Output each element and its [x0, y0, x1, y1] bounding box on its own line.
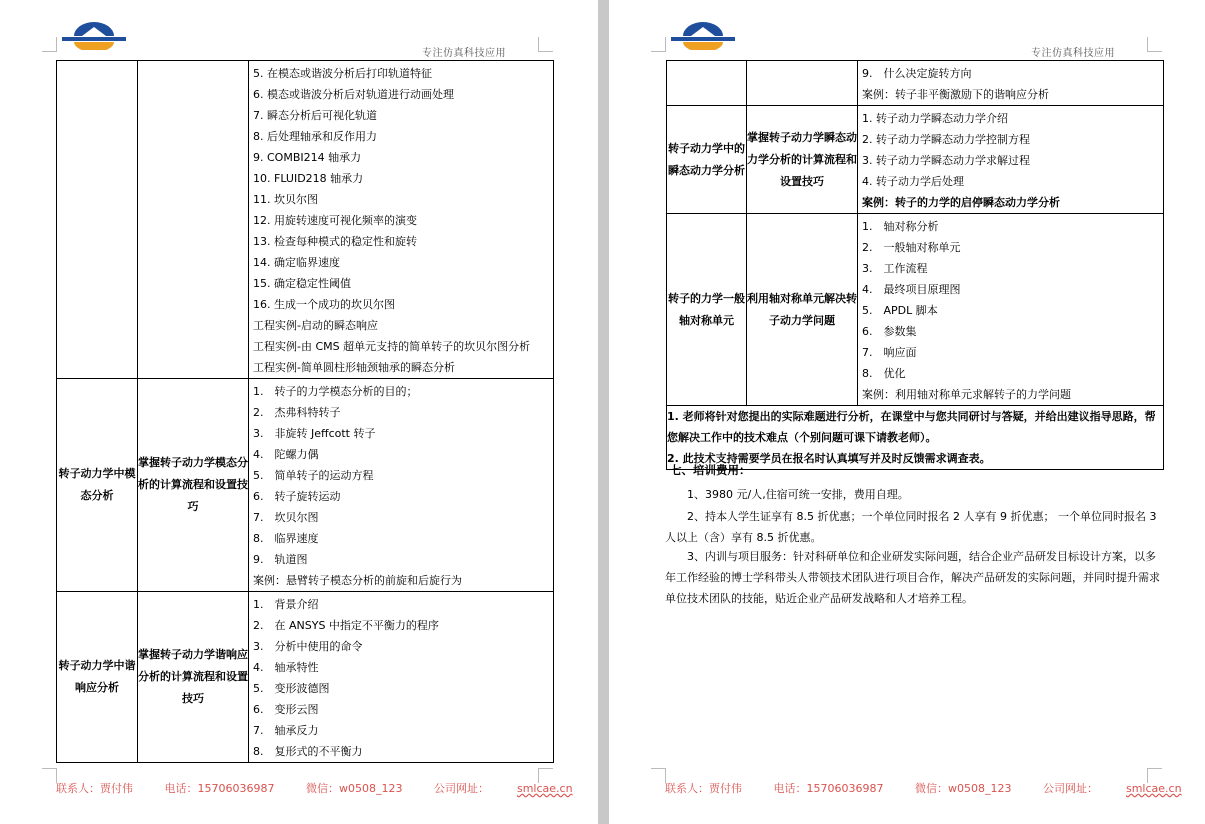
- table-row: [57, 61, 554, 379]
- list-item: 4. 最终项目原理图: [862, 283, 961, 296]
- section-title-fees: 七、培训费用：: [670, 463, 751, 477]
- page-right: [609, 0, 1205, 824]
- list-item: 5. 在模态或谐波分析后打印轨道特征: [253, 67, 432, 80]
- list-item: 1. 转子动力学瞬态动力学介绍: [862, 112, 1008, 125]
- list-item: 8. 临界速度: [253, 532, 319, 545]
- goal-cell: [747, 61, 858, 106]
- content-cell: [249, 592, 554, 763]
- list-item: 7. 坎贝尔图: [253, 511, 319, 524]
- list-item: 3. 工作流程: [862, 262, 928, 275]
- topic-cell: [57, 61, 138, 379]
- note-2: 2. 此技术支持需要学员在报名时认真填写并及时反馈需求调查表。: [667, 452, 991, 465]
- list-item: 7. 响应面: [862, 346, 917, 359]
- list-item: 8. 优化: [862, 367, 906, 380]
- table-row: [667, 214, 1164, 406]
- list-item: 7. 轴承反力: [253, 724, 319, 737]
- header-slogan: 专注仿真科技应用: [422, 48, 506, 59]
- list-item: 案例：转子非平衡激励下的谐响应分析: [862, 88, 1049, 101]
- content-cell: [858, 61, 1164, 106]
- list-item: 5. 变形波德图: [253, 682, 330, 695]
- footer-website-label: 公司网址：: [1042, 782, 1098, 795]
- item-list: [249, 61, 553, 378]
- list-item: 8. 后处理轴承和反作用力: [253, 130, 377, 143]
- content-cell: [858, 214, 1164, 406]
- item-list: [858, 106, 1163, 213]
- list-item: 15. 确定稳定性阈值: [253, 277, 351, 290]
- list-item: 案例：利用轴对称单元求解转子的力学问题: [862, 388, 1071, 401]
- list-item: 1. 背景介绍: [253, 598, 319, 611]
- list-item: 9. 什么决定旋转方向: [862, 67, 972, 80]
- footer-website-link[interactable]: smlcae.cn: [516, 782, 573, 795]
- list-item: 10. FLUID218 轴承力: [253, 172, 364, 185]
- footer-website-link[interactable]: smlcae.cn: [1125, 782, 1182, 795]
- content-cell: [249, 379, 554, 592]
- fee-paragraph: 3、内训与项目服务：针对科研单位和企业研发实际问题，结合企业产品研发目标设计方案，以多年工作经验的博士学科带头人带领技术团队进行项目合作，解决产品研发的实际问题，并同时提升需求单位技术团队的技能，贴近企业产品研发战略和人才培养工程。: [665, 550, 1160, 605]
- margin-corner: [651, 37, 666, 52]
- goal-cell: [138, 61, 249, 379]
- table-row: [57, 592, 554, 763]
- page-left: [0, 0, 598, 824]
- list-item: 8. 复形式的不平衡力: [253, 745, 363, 758]
- margin-corner: [42, 37, 57, 52]
- list-item: 工程实例-简单圆柱形轴颈轴承的瞬态分析: [253, 361, 455, 374]
- topic-cell: [667, 61, 747, 106]
- list-item: 9. COMBI214 轴承力: [253, 151, 362, 164]
- list-item: 3. 转子动力学瞬态动力学求解过程: [862, 154, 1030, 167]
- course-table: [56, 60, 554, 763]
- note-1: 1. 老师将针对您提出的实际难题进行分析，在课堂中与您共同研讨与答疑，并给出建议指导思路，帮您解决工作中的技术难点（个别问题可课下请教老师）。: [667, 410, 1156, 444]
- list-item: 4. 轴承特性: [253, 661, 319, 674]
- course-table: [666, 60, 1164, 470]
- topic-cell: 转子动力学中谐响应分析: [57, 592, 138, 763]
- header-slogan: 专注仿真科技应用: [1031, 48, 1115, 59]
- list-item: 2. 杰弗科特转子: [253, 406, 341, 419]
- list-item: 6. 模态或谐波分析后对轨道进行动画处理: [253, 88, 454, 101]
- content-cell: [249, 61, 554, 379]
- item-list: [858, 61, 1163, 105]
- topic-cell: 转子动力学中模态分析: [57, 379, 138, 592]
- footer-phone: 电话：15706036987: [773, 782, 884, 795]
- fee-paragraph: 1、3980 元/人,住宿可统一安排，费用自理。: [687, 488, 909, 501]
- notes-row: [667, 406, 1164, 470]
- list-item: 4. 转子动力学后处理: [862, 175, 964, 188]
- footer-contact: 联系人：贾付伟: [665, 782, 742, 795]
- company-logo: [60, 22, 128, 50]
- page-footer: [56, 780, 598, 796]
- footer-website-label: 公司网址：: [433, 782, 489, 795]
- list-item: 6. 转子旋转运动: [253, 490, 341, 503]
- list-item: 5. APDL 脚本: [862, 304, 938, 317]
- margin-corner: [42, 768, 57, 783]
- list-item: 1. 轴对称分析: [862, 220, 939, 233]
- list-item: 12. 用旋转速度可视化频率的演变: [253, 214, 417, 227]
- content-cell: [858, 106, 1164, 214]
- table-row: [667, 61, 1164, 106]
- list-item: 11. 坎贝尔图: [253, 193, 318, 206]
- page-footer: [665, 780, 1205, 796]
- list-item: 13. 检查每种模式的稳定性和旋转: [253, 235, 417, 248]
- company-logo: [669, 22, 737, 50]
- list-item: 16. 生成一个成功的坎贝尔图: [253, 298, 395, 311]
- list-item: 工程实例-启动的瞬态响应: [253, 319, 378, 332]
- table-row: [57, 379, 554, 592]
- topic-cell: 转子的力学一般轴对称单元: [667, 214, 747, 406]
- goal-cell: 掌握转子动力学模态分析的计算流程和设置技巧: [138, 379, 249, 592]
- margin-corner: [651, 768, 666, 783]
- list-item: 工程实例-由 CMS 超单元支持的简单转子的坎贝尔图分析: [253, 340, 531, 353]
- list-item: 7. 瞬态分析后可视化轨道: [253, 109, 377, 122]
- list-item: 3. 非旋转 Jeffcott 转子: [253, 427, 376, 440]
- list-item: 2. 转子动力学瞬态动力学控制方程: [862, 133, 1030, 146]
- list-item: 5. 简单转子的运动方程: [253, 469, 374, 482]
- footer-wechat: 微信：w0508_123: [914, 782, 1012, 795]
- list-item: 2. 在 ANSYS 中指定不平衡力的程序: [253, 619, 439, 632]
- list-item: 2. 一般轴对称单元: [862, 241, 961, 254]
- list-item: 14. 确定临界速度: [253, 256, 340, 269]
- item-list: [858, 214, 1163, 405]
- footer-contact: 联系人：贾付伟: [56, 782, 133, 795]
- list-item: 3. 分析中使用的命令: [253, 640, 363, 653]
- list-item: 4. 陀螺力偶: [253, 448, 319, 461]
- list-item: 6. 变形云图: [253, 703, 319, 716]
- item-list: [249, 592, 553, 762]
- goal-cell: 利用轴对称单元解决转子动力学问题: [747, 214, 858, 406]
- item-list: [249, 379, 553, 591]
- footer-phone: 电话：15706036987: [164, 782, 275, 795]
- topic-cell: 转子动力学中的瞬态动力学分析: [667, 106, 747, 214]
- margin-corner: [538, 37, 553, 52]
- goal-cell: 掌握转子动力学谐响应分析的计算流程和设置技巧: [138, 592, 249, 763]
- list-item: 案例：转子的力学的启停瞬态动力学分析: [862, 196, 1060, 209]
- goal-cell: 掌握转子动力学瞬态动力学分析的计算流程和设置技巧: [747, 106, 858, 214]
- footer-wechat: 微信：w0508_123: [305, 782, 403, 795]
- list-item: 案例：悬臂转子模态分析的前旋和后旋行为: [253, 574, 462, 587]
- margin-corner: [1147, 37, 1162, 52]
- list-item: 1. 转子的力学模态分析的目的；: [253, 385, 418, 398]
- table-row: [667, 106, 1164, 214]
- fee-paragraph: 2、持本人学生证享有 8.5 折优惠；一个单位同时报名 2 人享有 9 折优惠； 一个单位同时报名 3 人以上（含）享有 8.5 折优惠。: [665, 510, 1157, 544]
- list-item: 9. 轨道图: [253, 553, 308, 566]
- list-item: 6. 参数集: [862, 325, 917, 338]
- notes-cell: [667, 406, 1164, 470]
